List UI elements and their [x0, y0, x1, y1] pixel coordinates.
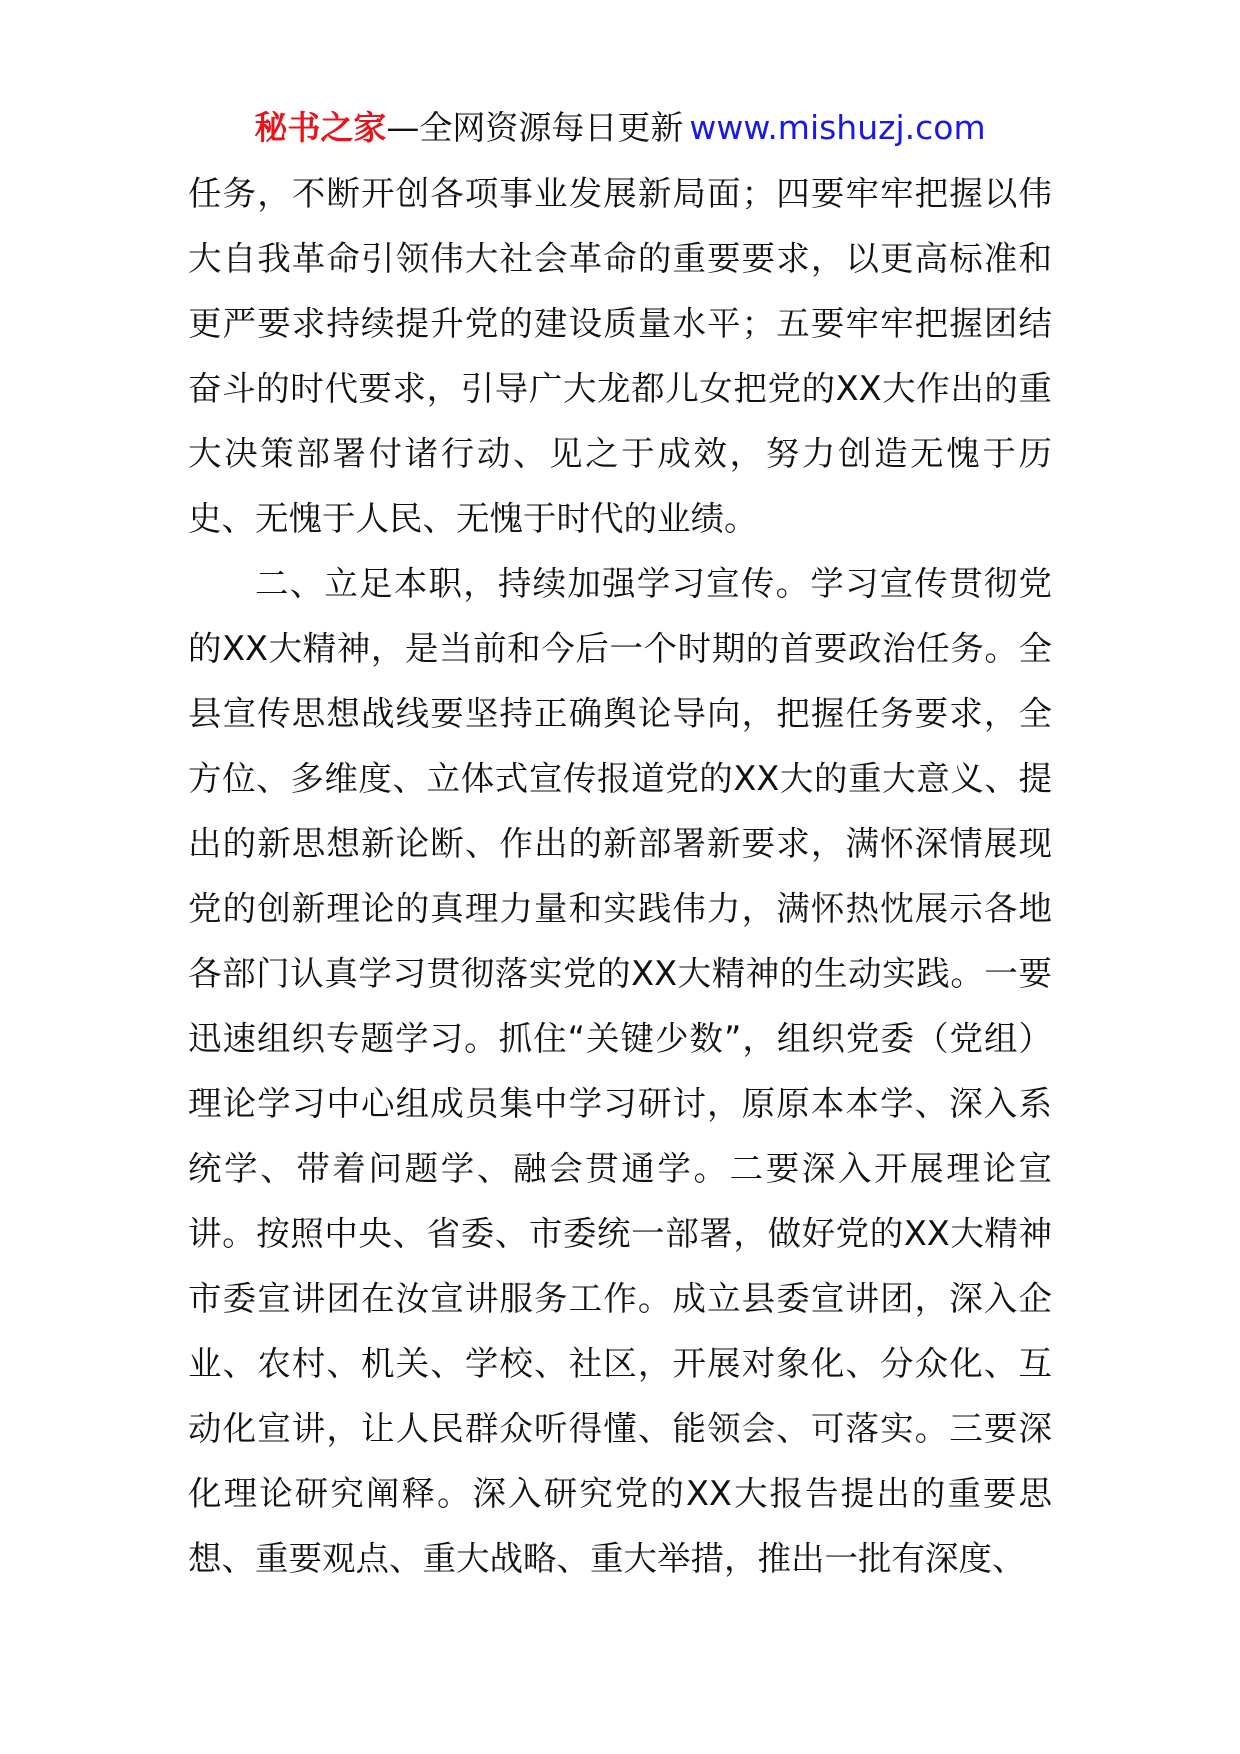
site-tagline: —全网资源每日更新: [386, 108, 684, 147]
site-url-link[interactable]: www.mishuzj.com: [689, 108, 986, 147]
body-paragraph-section-two: 二、立足本职，持续加强学习宣传。学习宣传贯彻党的XX大精神，是当前和今后一个时期的首要政治任务。全县宣传思想战线要坚持正确舆论导向，把握任务要求，全方位、多维度、立体式宣传报道党的XX大的重大意义、提出的新思想新论断、作出的新部署新要求，满怀深情展现党的创新理论的真理力量和实践伟力，满怀热忱展示各地各部门认真学习贯彻落实党的XX大精神的生动实践。一要迅速组织专题学习。抓住“关键少数”，组织党委（党组）理论学习中心组成员集中学习研讨，原原本本学、深入系统学、带着问题学、融会贯通学。二要深入开展理论宣讲。按照中央、省委、市委统一部署，做好党的XX大精神市委宣讲团在汝宣讲服务工作。成立县委宣讲团，深入企业、农村、机关、学校、社区，开展对象化、分众化、互动化宣讲，让人民群众听得懂、能领会、可落实。三要深化理论研究阐释。深入研究党的XX大报告提出的重要思想、重要观点、重大战略、重大举措，推出一批有深度、: [188, 564, 1052, 1578]
document-body: [188, 161, 1052, 1591]
site-brand-name: 秘书之家: [254, 108, 387, 147]
page-header: [0, 100, 1240, 156]
body-paragraph-continued: 任务，不断开创各项事业发展新局面；四要牢牢把握以伟大自我革命引领伟大社会革命的重要要求，以更高标准和更严要求持续提升党的建设质量水平；五要牢牢把握团结奋斗的时代要求，引导广大龙都儿女把党的XX大作出的重大决策部署付诸行动、见之于成效，努力创造无愧于历史、无愧于人民、无愧于时代的业绩。: [188, 174, 1052, 538]
